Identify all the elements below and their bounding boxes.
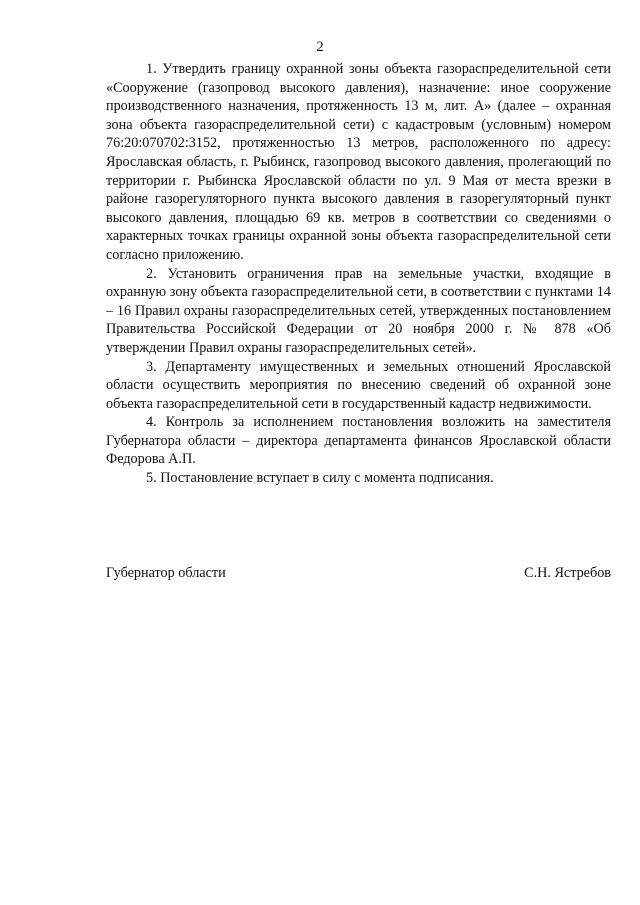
document-body	[106, 60, 611, 488]
paragraph-4: 4. Контроль за исполнением постановления возложить на заместителя Губернатора области – директора департамента финансов Ярославской области Федорова А.П.	[106, 414, 611, 468]
paragraph-1: 1. Утвердить границу охранной зоны объекта газораспределительной сети «Сооружение (газопровод высокого давления), назначение: иное сооружение производственного назначения, протяженность 13 м, лит. А» (далее – охранная зона объекта газораспределительной сети) с кадастровым (условным) номером 76:20:070702:3152, протяженностью 13 метров, расположенного по адресу: Ярославская область, г. Рыбинск, газопровод высокого давления, пролегающий по территории г. Рыбинска Ярославской области по ул. 9 Мая от места врезки в районе газорегуляторного пункта высокого давления в газорегуляторный пункт высокого давления, площадью 69 кв. метров в соответствии со сведениями о характерных точках границы охранной зоны объекта газораспределительной сети согласно приложению.	[106, 61, 611, 263]
signatory-position: Губернатор области	[106, 565, 226, 581]
paragraph-2: 2. Установить ограничения прав на земельные участки, входящие в охранную зону объекта газораспределительной сети, в соответствии с пунктами 14 – 16 Правил охраны газораспределительных сетей, утвержденных постановлением Правительства Российской Федерации от 20 ноября 2000 г. № 878 «Об утверждении Правил охраны газораспределительных сетей».	[106, 265, 611, 356]
page-number: 2	[316, 39, 324, 55]
signature-block	[106, 564, 611, 583]
paragraph-3: 3. Департаменту имущественных и земельных отношений Ярославской области осуществить мероприятия по внесению сведений об охранной зоне объекта газораспределительной сети в государственный кадастр недвижимости.	[106, 358, 611, 412]
paragraph-5: 5. Постановление вступает в силу с момента подписания.	[146, 470, 494, 487]
signatory-name: С.Н. Ястребов	[524, 565, 611, 581]
